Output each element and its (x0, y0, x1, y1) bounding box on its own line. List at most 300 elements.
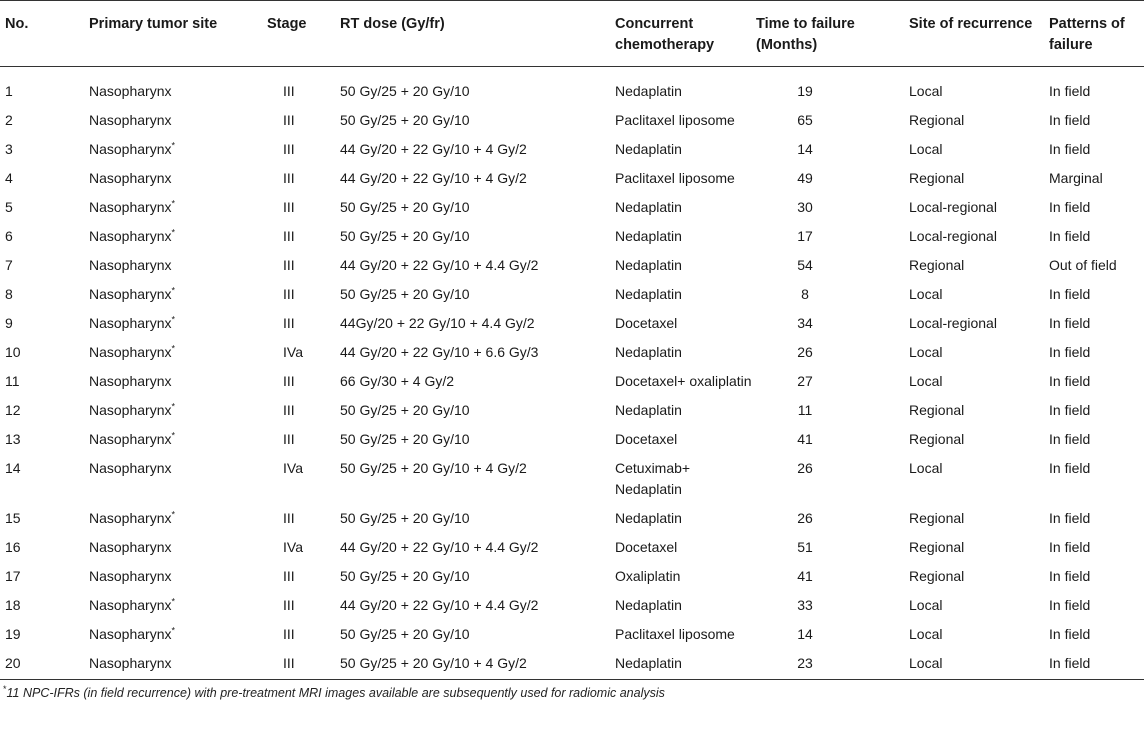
cell-stage (267, 279, 340, 308)
cell-concurrent-chemotherapy (615, 67, 756, 106)
cell-patterns-of-failure-text: In field (1049, 539, 1091, 555)
cell-concurrent-chemotherapy (615, 453, 756, 503)
cell-time-to-failure-text: 33 (797, 597, 813, 613)
cell-time-to-failure-text: 54 (797, 257, 813, 273)
cell-concurrent-chemotherapy (615, 337, 756, 366)
asterisk-marker: * (171, 401, 176, 412)
cell-stage-text: III (283, 373, 295, 389)
cell-rt-dose-text: 44 Gy/20 + 22 Gy/10 + 4.4 Gy/2 (340, 597, 539, 613)
cell-primary-tumor-site (89, 308, 267, 337)
cell-time-to-failure-text: 26 (797, 510, 813, 526)
cell-site-of-recurrence (909, 105, 1049, 134)
cell-site-of-recurrence-text: Local-regional (909, 199, 997, 215)
cell-site-of-recurrence (909, 395, 1049, 424)
cell-stage (267, 250, 340, 279)
cell-patterns-of-failure-text: In field (1049, 286, 1091, 302)
table-row (0, 503, 1144, 532)
asterisk-marker: * (171, 314, 176, 325)
cell-primary-tumor-site-text: Nasopharynx (89, 257, 172, 273)
cell-rt-dose (340, 532, 615, 561)
cell-time-to-failure (756, 561, 909, 590)
cell-concurrent-chemotherapy-text: Cetuximab+ Nedaplatin (615, 460, 691, 497)
cell-patterns-of-failure (1049, 337, 1144, 366)
cell-time-to-failure (756, 134, 909, 163)
cell-patterns-of-failure (1049, 590, 1144, 619)
cell-concurrent-chemotherapy (615, 134, 756, 163)
cell-patterns-of-failure (1049, 395, 1144, 424)
cell-concurrent-chemotherapy-text: Paclitaxel liposome (615, 112, 735, 128)
cell-patterns-of-failure-text: In field (1049, 431, 1091, 447)
asterisk-marker: * (171, 430, 176, 441)
cell-rt-dose (340, 648, 615, 680)
cell-stage (267, 337, 340, 366)
cell-primary-tumor-site (89, 134, 267, 163)
cell-patterns-of-failure-text: In field (1049, 83, 1091, 99)
cell-stage-text: III (283, 655, 295, 671)
header-time-to-failure: Time to failure (Months) (756, 16, 855, 53)
cell-stage-text: III (283, 199, 295, 215)
table-row (0, 424, 1144, 453)
cell-rt-dose (340, 619, 615, 648)
cell-site-of-recurrence-text: Local (909, 286, 943, 302)
cell-concurrent-chemotherapy-text: Nedaplatin (615, 344, 682, 360)
cell-no-text: 13 (5, 431, 21, 447)
cell-site-of-recurrence-text: Local (909, 460, 943, 476)
cell-rt-dose (340, 424, 615, 453)
cell-rt-dose-text: 44 Gy/20 + 22 Gy/10 + 4.4 Gy/2 (340, 539, 539, 555)
cell-primary-tumor-site (89, 250, 267, 279)
cell-stage (267, 619, 340, 648)
cell-concurrent-chemotherapy (615, 503, 756, 532)
cell-primary-tumor-site (89, 105, 267, 134)
header-no: No. (5, 16, 29, 32)
cell-patterns-of-failure (1049, 366, 1144, 395)
asterisk-marker: * (171, 140, 176, 151)
cell-concurrent-chemotherapy-text: Nedaplatin (615, 655, 682, 671)
cell-site-of-recurrence (909, 221, 1049, 250)
cell-rt-dose-text: 50 Gy/25 + 20 Gy/10 (340, 510, 470, 526)
cell-no-text: 20 (5, 655, 21, 671)
cell-no (0, 561, 89, 590)
cell-patterns-of-failure-text: Marginal (1049, 170, 1103, 186)
cell-site-of-recurrence-text: Regional (909, 539, 965, 555)
cell-primary-tumor-site-text: Nasopharynx (89, 228, 172, 244)
cell-no-text: 5 (5, 199, 13, 215)
cell-rt-dose-text: 50 Gy/25 + 20 Gy/10 (340, 112, 470, 128)
cell-time-to-failure (756, 192, 909, 221)
cell-rt-dose (340, 105, 615, 134)
cell-primary-tumor-site (89, 590, 267, 619)
cell-primary-tumor-site-text: Nasopharynx (89, 510, 172, 526)
cell-time-to-failure (756, 105, 909, 134)
cell-rt-dose-text: 44 Gy/20 + 22 Gy/10 + 4 Gy/2 (340, 141, 527, 157)
cell-primary-tumor-site-text: Nasopharynx (89, 344, 172, 360)
cell-stage-text: III (283, 83, 295, 99)
cell-concurrent-chemotherapy-text: Nedaplatin (615, 597, 682, 613)
table-row (0, 250, 1144, 279)
cell-no (0, 337, 89, 366)
cell-patterns-of-failure-text: In field (1049, 344, 1091, 360)
cell-time-to-failure (756, 532, 909, 561)
cell-site-of-recurrence-text: Local (909, 344, 943, 360)
cell-no-text: 17 (5, 568, 21, 584)
cell-concurrent-chemotherapy-text: Nedaplatin (615, 141, 682, 157)
cell-patterns-of-failure (1049, 453, 1144, 503)
cell-no-text: 15 (5, 510, 21, 526)
cell-site-of-recurrence (909, 561, 1049, 590)
cell-site-of-recurrence-text: Regional (909, 568, 965, 584)
cell-concurrent-chemotherapy (615, 395, 756, 424)
cell-no-text: 2 (5, 112, 13, 128)
asterisk-marker: * (171, 198, 176, 209)
cell-rt-dose-text: 50 Gy/25 + 20 Gy/10 (340, 199, 470, 215)
cell-stage (267, 308, 340, 337)
cell-stage-text: III (283, 228, 295, 244)
cell-time-to-failure (756, 648, 909, 680)
cell-patterns-of-failure (1049, 648, 1144, 680)
cell-time-to-failure (756, 395, 909, 424)
cell-patterns-of-failure (1049, 163, 1144, 192)
cell-no-text: 7 (5, 257, 13, 273)
cell-site-of-recurrence (909, 308, 1049, 337)
cell-no-text: 8 (5, 286, 13, 302)
cell-stage-text: IVa (283, 539, 303, 555)
cell-primary-tumor-site (89, 619, 267, 648)
cell-patterns-of-failure-text: In field (1049, 141, 1091, 157)
cell-stage-text: III (283, 510, 295, 526)
cell-concurrent-chemotherapy (615, 279, 756, 308)
cell-site-of-recurrence (909, 250, 1049, 279)
cell-rt-dose-text: 50 Gy/25 + 20 Gy/10 + 4 Gy/2 (340, 460, 527, 476)
table-row (0, 619, 1144, 648)
asterisk-marker: * (171, 285, 176, 296)
cell-time-to-failure (756, 250, 909, 279)
cell-rt-dose (340, 337, 615, 366)
table-row (0, 337, 1144, 366)
cell-site-of-recurrence (909, 424, 1049, 453)
cell-patterns-of-failure-text: In field (1049, 626, 1091, 642)
cell-stage (267, 590, 340, 619)
cell-primary-tumor-site (89, 221, 267, 250)
table-row (0, 561, 1144, 590)
cell-primary-tumor-site-text: Nasopharynx (89, 170, 172, 186)
cell-patterns-of-failure (1049, 561, 1144, 590)
cell-concurrent-chemotherapy (615, 221, 756, 250)
cell-concurrent-chemotherapy-text: Docetaxel (615, 539, 678, 555)
cell-site-of-recurrence (909, 453, 1049, 503)
cell-rt-dose (340, 366, 615, 395)
cell-time-to-failure-text: 51 (797, 539, 813, 555)
cell-stage (267, 67, 340, 106)
cell-primary-tumor-site-text: Nasopharynx (89, 112, 172, 128)
cell-primary-tumor-site-text: Nasopharynx (89, 626, 172, 642)
table-row (0, 105, 1144, 134)
cell-rt-dose (340, 67, 615, 106)
cell-time-to-failure (756, 619, 909, 648)
cell-concurrent-chemotherapy (615, 163, 756, 192)
cell-time-to-failure-text: 26 (797, 460, 813, 476)
cell-concurrent-chemotherapy (615, 192, 756, 221)
cell-primary-tumor-site-text: Nasopharynx (89, 286, 172, 302)
cell-no (0, 424, 89, 453)
table-row (0, 279, 1144, 308)
cell-no-text: 19 (5, 626, 21, 642)
cell-site-of-recurrence-text: Local-regional (909, 228, 997, 244)
cell-site-of-recurrence (909, 163, 1049, 192)
cell-concurrent-chemotherapy-text: Nedaplatin (615, 402, 682, 418)
cell-rt-dose-text: 50 Gy/25 + 20 Gy/10 + 4 Gy/2 (340, 655, 527, 671)
cell-primary-tumor-site (89, 366, 267, 395)
cell-primary-tumor-site (89, 279, 267, 308)
cell-patterns-of-failure (1049, 532, 1144, 561)
header-primary-tumor-site: Primary tumor site (89, 16, 218, 32)
cell-patterns-of-failure-text: In field (1049, 460, 1091, 476)
cell-no (0, 308, 89, 337)
cell-patterns-of-failure (1049, 308, 1144, 337)
cell-primary-tumor-site-text: Nasopharynx (89, 597, 172, 613)
cell-time-to-failure-text: 14 (797, 626, 813, 642)
cell-time-to-failure (756, 590, 909, 619)
asterisk-marker: * (171, 596, 176, 607)
cell-rt-dose-text: 50 Gy/25 + 20 Gy/10 (340, 626, 470, 642)
cell-time-to-failure-text: 23 (797, 655, 813, 671)
cell-patterns-of-failure (1049, 105, 1144, 134)
cell-primary-tumor-site (89, 453, 267, 503)
cell-stage (267, 532, 340, 561)
table-row (0, 308, 1144, 337)
cell-stage (267, 424, 340, 453)
asterisk-marker: * (171, 625, 176, 636)
asterisk-marker: * (171, 343, 176, 354)
cell-stage-text: III (283, 257, 295, 273)
cell-time-to-failure-text: 65 (797, 112, 813, 128)
cell-no (0, 366, 89, 395)
cell-rt-dose (340, 308, 615, 337)
cell-time-to-failure-text: 26 (797, 344, 813, 360)
cell-site-of-recurrence (909, 192, 1049, 221)
table-row (0, 366, 1144, 395)
cell-no-text: 3 (5, 141, 13, 157)
cell-time-to-failure (756, 67, 909, 106)
cell-site-of-recurrence-text: Regional (909, 431, 965, 447)
cell-no-text: 18 (5, 597, 21, 613)
cell-patterns-of-failure (1049, 221, 1144, 250)
header-rt-dose: RT dose (Gy/fr) (340, 16, 445, 32)
header-concurrent-chemotherapy: Concurrent chemotherapy (615, 16, 715, 53)
cell-stage (267, 453, 340, 503)
cell-rt-dose-text: 50 Gy/25 + 20 Gy/10 (340, 431, 470, 447)
cell-concurrent-chemotherapy-text: Docetaxel (615, 315, 678, 331)
cell-stage-text: III (283, 626, 295, 642)
cell-site-of-recurrence (909, 134, 1049, 163)
cell-no (0, 619, 89, 648)
table-row (0, 221, 1144, 250)
cell-concurrent-chemotherapy (615, 105, 756, 134)
cell-site-of-recurrence (909, 648, 1049, 680)
cell-concurrent-chemotherapy (615, 308, 756, 337)
cell-patterns-of-failure-text: In field (1049, 228, 1091, 244)
cell-no-text: 12 (5, 402, 21, 418)
cell-no (0, 250, 89, 279)
cell-rt-dose-text: 50 Gy/25 + 20 Gy/10 (340, 228, 470, 244)
cell-site-of-recurrence (909, 503, 1049, 532)
cell-no (0, 395, 89, 424)
cell-concurrent-chemotherapy-text: Nedaplatin (615, 199, 682, 215)
cell-patterns-of-failure-text: In field (1049, 112, 1091, 128)
cell-site-of-recurrence (909, 337, 1049, 366)
cell-time-to-failure (756, 424, 909, 453)
table-row (0, 163, 1144, 192)
cell-stage (267, 105, 340, 134)
cell-site-of-recurrence (909, 366, 1049, 395)
cell-no-text: 16 (5, 539, 21, 555)
cell-rt-dose (340, 503, 615, 532)
cell-site-of-recurrence-text: Local (909, 597, 943, 613)
cell-time-to-failure-text: 49 (797, 170, 813, 186)
cell-time-to-failure-text: 14 (797, 141, 813, 157)
cell-concurrent-chemotherapy-text: Nedaplatin (615, 286, 682, 302)
cell-no-text: 9 (5, 315, 13, 331)
cell-no-text: 6 (5, 228, 13, 244)
cell-stage (267, 648, 340, 680)
cell-stage-text: IVa (283, 344, 303, 360)
cell-stage (267, 395, 340, 424)
cell-no (0, 279, 89, 308)
cell-patterns-of-failure-text: In field (1049, 655, 1091, 671)
cell-site-of-recurrence (909, 67, 1049, 106)
cell-patterns-of-failure (1049, 192, 1144, 221)
cell-time-to-failure (756, 163, 909, 192)
cell-stage-text: III (283, 141, 295, 157)
cell-site-of-recurrence-text: Local-regional (909, 315, 997, 331)
cell-no (0, 590, 89, 619)
cell-primary-tumor-site-text: Nasopharynx (89, 315, 172, 331)
cell-site-of-recurrence (909, 590, 1049, 619)
cell-site-of-recurrence (909, 532, 1049, 561)
cell-time-to-failure (756, 279, 909, 308)
cell-patterns-of-failure (1049, 250, 1144, 279)
cell-site-of-recurrence-text: Local (909, 655, 943, 671)
cell-rt-dose-text: 66 Gy/30 + 4 Gy/2 (340, 373, 455, 389)
cell-no (0, 105, 89, 134)
cell-rt-dose-text: 50 Gy/25 + 20 Gy/10 (340, 402, 470, 418)
header-row (0, 1, 1144, 67)
cell-concurrent-chemotherapy (615, 590, 756, 619)
cell-stage-text: III (283, 568, 295, 584)
cell-patterns-of-failure-text: In field (1049, 402, 1091, 418)
asterisk-marker: * (171, 227, 176, 238)
cell-primary-tumor-site (89, 67, 267, 106)
cell-no-text: 4 (5, 170, 13, 186)
cell-time-to-failure-text: 19 (797, 83, 813, 99)
cell-concurrent-chemotherapy-text: Docetaxel (615, 431, 678, 447)
cell-patterns-of-failure-text: In field (1049, 510, 1091, 526)
cell-stage-text: IVa (283, 460, 303, 476)
asterisk-marker: * (171, 509, 176, 520)
cell-concurrent-chemotherapy (615, 648, 756, 680)
cell-stage (267, 561, 340, 590)
cell-stage-text: III (283, 315, 295, 331)
cell-primary-tumor-site (89, 192, 267, 221)
cell-stage (267, 163, 340, 192)
cell-primary-tumor-site (89, 163, 267, 192)
cell-stage (267, 192, 340, 221)
cell-rt-dose (340, 250, 615, 279)
cell-site-of-recurrence-text: Local (909, 626, 943, 642)
cell-no (0, 221, 89, 250)
cell-patterns-of-failure (1049, 424, 1144, 453)
cell-time-to-failure-text: 41 (797, 431, 813, 447)
table-header (0, 1, 1144, 67)
cell-patterns-of-failure (1049, 134, 1144, 163)
cell-no-text: 1 (5, 83, 13, 99)
cell-stage (267, 503, 340, 532)
cell-rt-dose (340, 453, 615, 503)
cell-rt-dose (340, 192, 615, 221)
cell-concurrent-chemotherapy (615, 366, 756, 395)
table-body (0, 67, 1144, 680)
cell-concurrent-chemotherapy-text: Paclitaxel liposome (615, 170, 735, 186)
cell-primary-tumor-site (89, 648, 267, 680)
cell-no-text: 14 (5, 460, 21, 476)
cell-concurrent-chemotherapy-text: Docetaxel+ oxaliplatin (615, 373, 752, 389)
cell-time-to-failure-text: 30 (797, 199, 813, 215)
cell-primary-tumor-site-text: Nasopharynx (89, 402, 172, 418)
cell-concurrent-chemotherapy-text: Nedaplatin (615, 510, 682, 526)
cell-concurrent-chemotherapy (615, 250, 756, 279)
table-row (0, 453, 1144, 503)
table-footnote (0, 680, 1144, 700)
cell-patterns-of-failure (1049, 279, 1144, 308)
cell-rt-dose (340, 163, 615, 192)
cell-no (0, 532, 89, 561)
cell-rt-dose (340, 395, 615, 424)
cell-concurrent-chemotherapy-text: Paclitaxel liposome (615, 626, 735, 642)
cell-primary-tumor-site-text: Nasopharynx (89, 141, 172, 157)
cell-patterns-of-failure (1049, 503, 1144, 532)
cell-primary-tumor-site (89, 503, 267, 532)
cell-stage-text: III (283, 112, 295, 128)
cell-site-of-recurrence-text: Regional (909, 170, 965, 186)
cell-stage-text: III (283, 597, 295, 613)
cell-site-of-recurrence-text: Local (909, 373, 943, 389)
cell-primary-tumor-site-text: Nasopharynx (89, 568, 172, 584)
table-row (0, 67, 1144, 106)
cell-site-of-recurrence-text: Regional (909, 402, 965, 418)
cell-rt-dose (340, 561, 615, 590)
cell-rt-dose-text: 50 Gy/25 + 20 Gy/10 (340, 568, 470, 584)
header-stage: Stage (267, 16, 307, 32)
cell-no (0, 648, 89, 680)
cell-no (0, 192, 89, 221)
cell-site-of-recurrence-text: Local (909, 141, 943, 157)
header-patterns-of-failure: Patterns of failure (1049, 16, 1125, 53)
cell-primary-tumor-site-text: Nasopharynx (89, 373, 172, 389)
cell-site-of-recurrence (909, 279, 1049, 308)
cell-rt-dose-text: 44Gy/20 + 22 Gy/10 + 4.4 Gy/2 (340, 315, 535, 331)
cell-site-of-recurrence (909, 619, 1049, 648)
cell-site-of-recurrence-text: Regional (909, 510, 965, 526)
cell-time-to-failure (756, 453, 909, 503)
cell-primary-tumor-site (89, 532, 267, 561)
footnote-text: 11 NPC-IFRs (in field recurrence) with pre-treatment MRI images available are subsequently used for radiomic analysis (6, 686, 665, 700)
cell-primary-tumor-site (89, 395, 267, 424)
cell-site-of-recurrence-text: Local (909, 83, 943, 99)
cell-patterns-of-failure-text: In field (1049, 315, 1091, 331)
cell-primary-tumor-site-text: Nasopharynx (89, 431, 172, 447)
cell-rt-dose-text: 50 Gy/25 + 20 Gy/10 (340, 286, 470, 302)
cell-time-to-failure (756, 366, 909, 395)
